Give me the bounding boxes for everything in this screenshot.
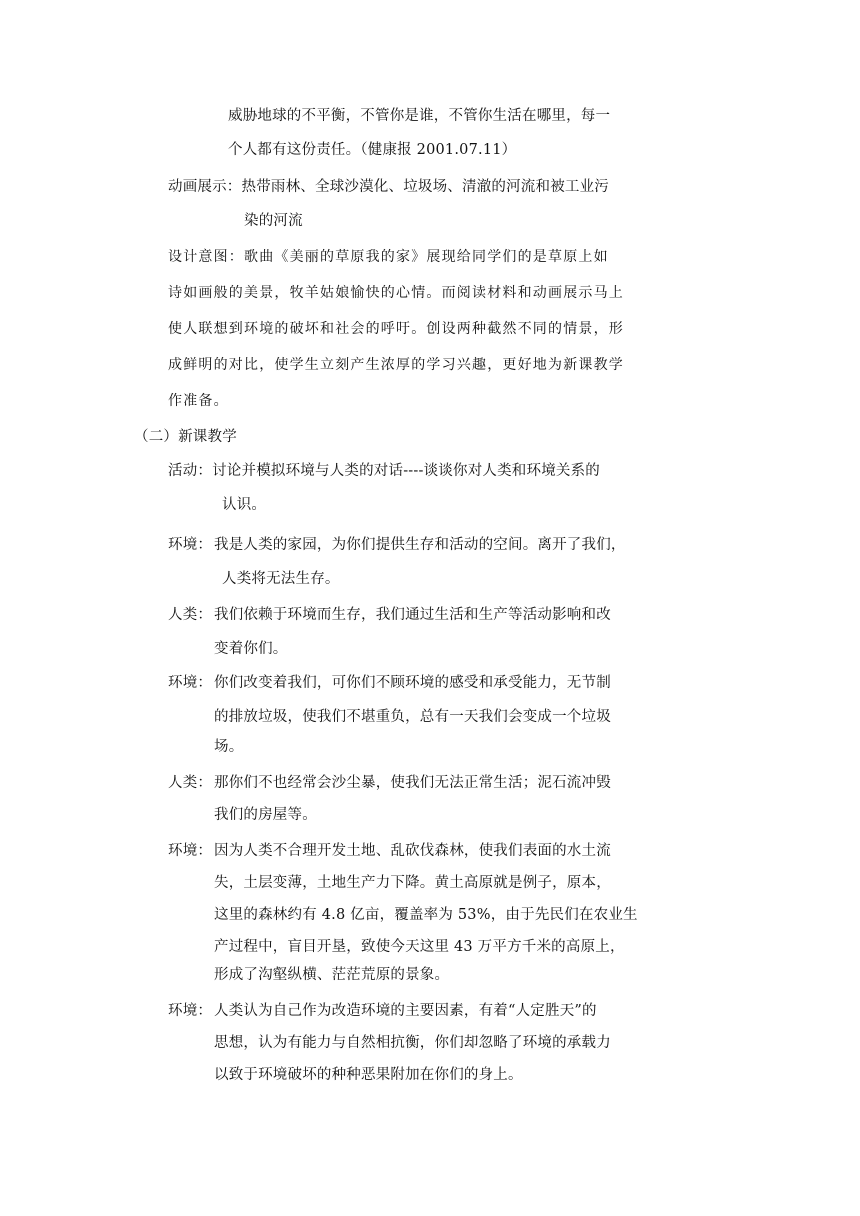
activity-line: 认识。 [222, 497, 267, 513]
dialogue-line: 以致于环境破坏的种种恶果附加在你们的身上。 [214, 1067, 523, 1083]
section-heading: （二）新课教学 [134, 429, 237, 445]
dialogue-line: 产过程中，盲目开垦，致使今天这里 43 万平方千米的高原上， [214, 939, 625, 955]
dialogue-speaker: 环境： [168, 675, 213, 691]
quote-line: 个人都有这份责任。（健康报 2001.07.11） [228, 142, 517, 158]
dialogue-line: 思想，认为有能力与自然相抗衡，你们却忽略了环境的承载力 [214, 1035, 611, 1051]
dialogue-speaker: 环境： [168, 537, 213, 553]
dialogue-line: 的排放垃圾，使我们不堪重负，总有一天我们会变成一个垃圾 [214, 709, 611, 725]
dialogue-line: 失，土层变薄，土地生产力下降。黄土高原就是例子，原本， [214, 875, 611, 891]
dialogue-line: 场。 [214, 739, 244, 755]
dialogue-speaker: 环境： [168, 843, 213, 859]
quote-line: 威胁地球的不平衡，不管你是谁，不管你生活在哪里，每一 [228, 108, 611, 124]
dialogue-line: 我们依赖于环境而生存，我们通过生活和生产等活动影响和改 [214, 607, 611, 623]
dialogue-line: 我们的房屋等。 [214, 807, 317, 823]
dialogue-line: 我是人类的家园，为你们提供生存和活动的空间。离开了我们， [214, 537, 626, 553]
design-intent-line: 使人联想到环境的破坏和社会的呼吁。创设两种截然不同的情景，形 [168, 321, 624, 337]
dialogue-line: 这里的森林约有 4.8 亿亩，覆盖率为 53%，由于先民们在农业生 [214, 907, 638, 923]
dialogue-line: 因为人类不合理开发土地、乱砍伐森林，使我们表面的水土流 [214, 843, 611, 859]
dialogue-line: 人类将无法生存。 [222, 571, 340, 587]
design-intent-line: 成鲜明的对比，使学生立刻产生浓厚的学习兴趣，更好地为新课教学 [168, 357, 624, 373]
dialogue-line: 你们改变着我们，可你们不顾环境的感受和承受能力，无节制 [214, 675, 611, 691]
activity-line: 活动：讨论并模拟环境与人类的对话----谈谈你对人类和环境关系的 [168, 463, 600, 479]
dialogue-line: 人类认为自己作为改造环境的主要因素，有着“人定胜天”的 [214, 1003, 597, 1019]
dialogue-line: 变着你们。 [214, 641, 288, 657]
dialogue-speaker: 环境： [168, 1003, 213, 1019]
animation-line: 染的河流 [244, 213, 303, 229]
animation-line: 动画展示：热带雨林、全球沙漠化、垃圾场、清澈的河流和被工业污 [168, 179, 609, 195]
dialogue-line: 形成了沟壑纵横、茫茫荒原的景象。 [214, 967, 450, 983]
design-intent-line: 诗如画般的美景，牧羊姑娘愉快的心情。而阅读材料和动画展示马上 [168, 285, 624, 301]
design-intent-line: 设计意图：歌曲《美丽的草原我的家》展现给同学们的是草原上如 [168, 249, 609, 265]
dialogue-line: 那你们不也经常会沙尘暴，使我们无法正常生活；泥石流冲毁 [214, 775, 611, 791]
design-intent-line: 作准备。 [168, 393, 229, 409]
dialogue-speaker: 人类： [168, 607, 213, 623]
dialogue-speaker: 人类： [168, 775, 213, 791]
